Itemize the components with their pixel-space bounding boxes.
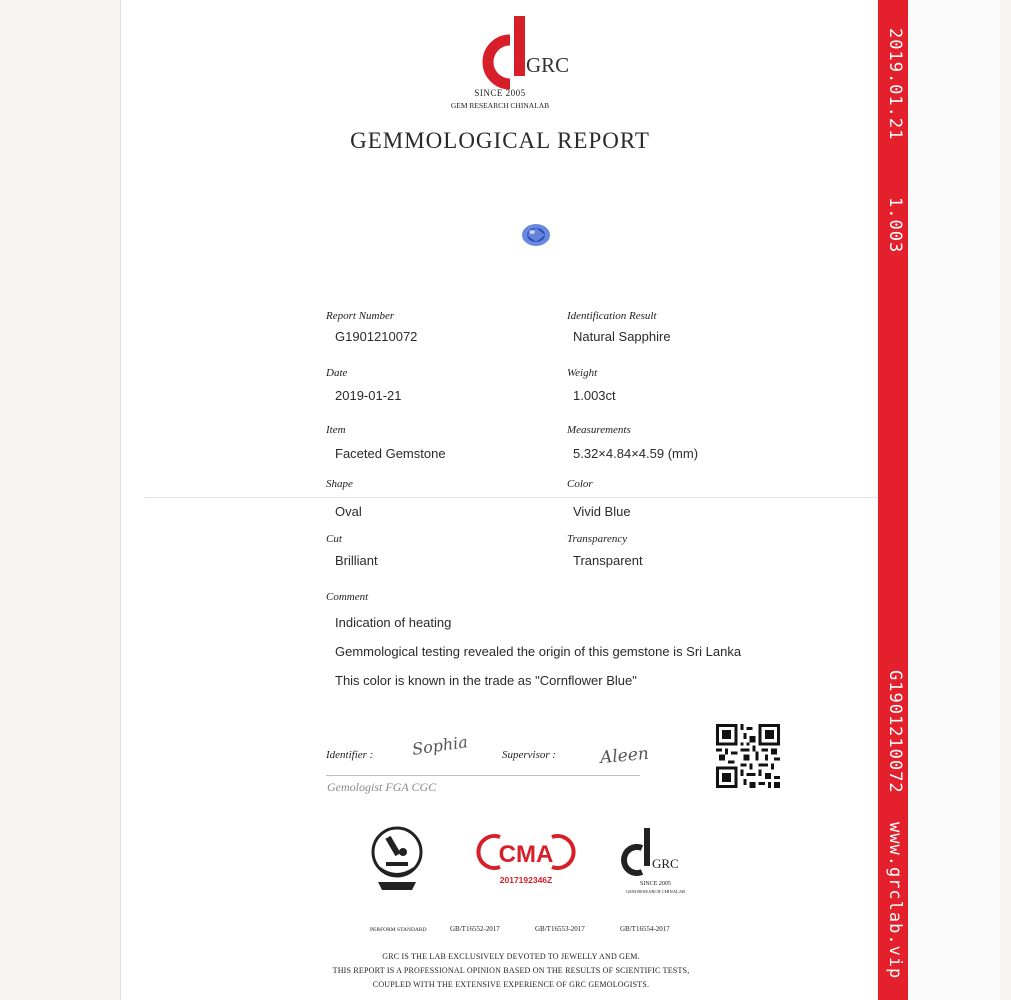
color-label: Color <box>567 478 593 490</box>
identifier-signature: Sophia <box>410 732 469 759</box>
grc-seal-text: GRC <box>652 856 679 871</box>
transparency-value: Transparent <box>573 553 643 568</box>
strip-weight: 1.003 <box>885 197 905 254</box>
logo-text: GRC <box>526 53 570 77</box>
report-number-label: Report Number <box>326 310 395 322</box>
standard-item: GB/T16552-2017 <box>450 925 500 933</box>
standards-label: PERFORM STANDARD <box>370 927 427 933</box>
page-title: GEMMOLOGICAL REPORT <box>350 128 650 153</box>
weight-label: Weight <box>567 367 598 379</box>
gem-photo <box>521 223 551 247</box>
date-value: 2019-01-21 <box>335 388 402 403</box>
lab-name: GEM RESEARCH CHINALAB <box>450 101 550 110</box>
standard-item: GB/T16553-2017 <box>535 925 585 933</box>
shape-label: Shape <box>326 478 353 490</box>
grc-logo-icon <box>478 10 568 90</box>
color-value: Vivid Blue <box>573 504 631 519</box>
footer-line: GRC IS THE LAB EXCLUSIVELY DEVOTED TO JEWELLY AND GEM. <box>382 952 640 961</box>
side-strip <box>878 0 908 1000</box>
cut-label: Cut <box>326 533 342 545</box>
identification-result-label: Identification Result <box>567 310 657 322</box>
weight-value: 1.003ct <box>573 388 616 403</box>
comment-label: Comment <box>326 591 369 603</box>
fold-line <box>145 497 878 498</box>
qr-code <box>716 724 780 788</box>
measurements-value: 5.32×4.84×4.59 (mm) <box>573 446 699 461</box>
supervisor-signature: Aleen <box>599 743 650 769</box>
date-label: Date <box>326 367 348 379</box>
footer-line: COUPLED WITH THE EXTENSIVE EXPERIENCE OF GRC GEMOLOGISTS. <box>372 980 650 989</box>
grc-seal-lab: GEM RESEARCH CHINALAB <box>626 889 686 894</box>
standard-item: GB/T16554-2017 <box>620 925 670 933</box>
footer-line: THIS REPORT IS A PROFESSIONAL OPINION BASED ON THE RESULTS OF SCIENTIFIC TESTS, <box>332 966 690 975</box>
strip-date: 2019.01.21 <box>885 28 905 141</box>
cut-value: Brilliant <box>335 553 378 568</box>
signature-line <box>326 775 640 776</box>
transparency-label: Transparency <box>567 533 628 545</box>
supervisor-label: Supervisor : <box>502 749 557 761</box>
grc-seal-icon <box>626 826 679 880</box>
comment-line: Indication of heating <box>335 615 452 630</box>
cma-logo-icon <box>486 833 566 871</box>
comment-line: This color is known in the trade as "Cornflower Blue" <box>335 673 637 688</box>
report-number-value: G1901210072 <box>335 329 418 344</box>
measurements-label: Measurements <box>567 424 631 436</box>
cma-code: 2017192346Z <box>499 875 553 885</box>
grc-seal-since: SINCE 2005 <box>640 881 671 887</box>
since-text: SINCE 2005 <box>474 88 526 98</box>
identifier-label: Identifier : <box>326 749 374 761</box>
credentials: Gemologist FGA CGC <box>327 780 437 794</box>
strip-report-number: G1901210072 <box>885 670 905 794</box>
strip-website: www.grclab.vip <box>885 822 905 980</box>
comment-line: Gemmological testing revealed the origin of this gemstone is Sri Lanka <box>335 644 742 659</box>
identification-result-value: Natural Sapphire <box>573 329 671 344</box>
microscope-seal-icon <box>368 824 426 894</box>
item-value: Faceted Gemstone <box>335 446 446 461</box>
cma-text: CMA <box>498 841 554 868</box>
item-label: Item <box>326 424 346 436</box>
shape-value: Oval <box>335 504 362 519</box>
